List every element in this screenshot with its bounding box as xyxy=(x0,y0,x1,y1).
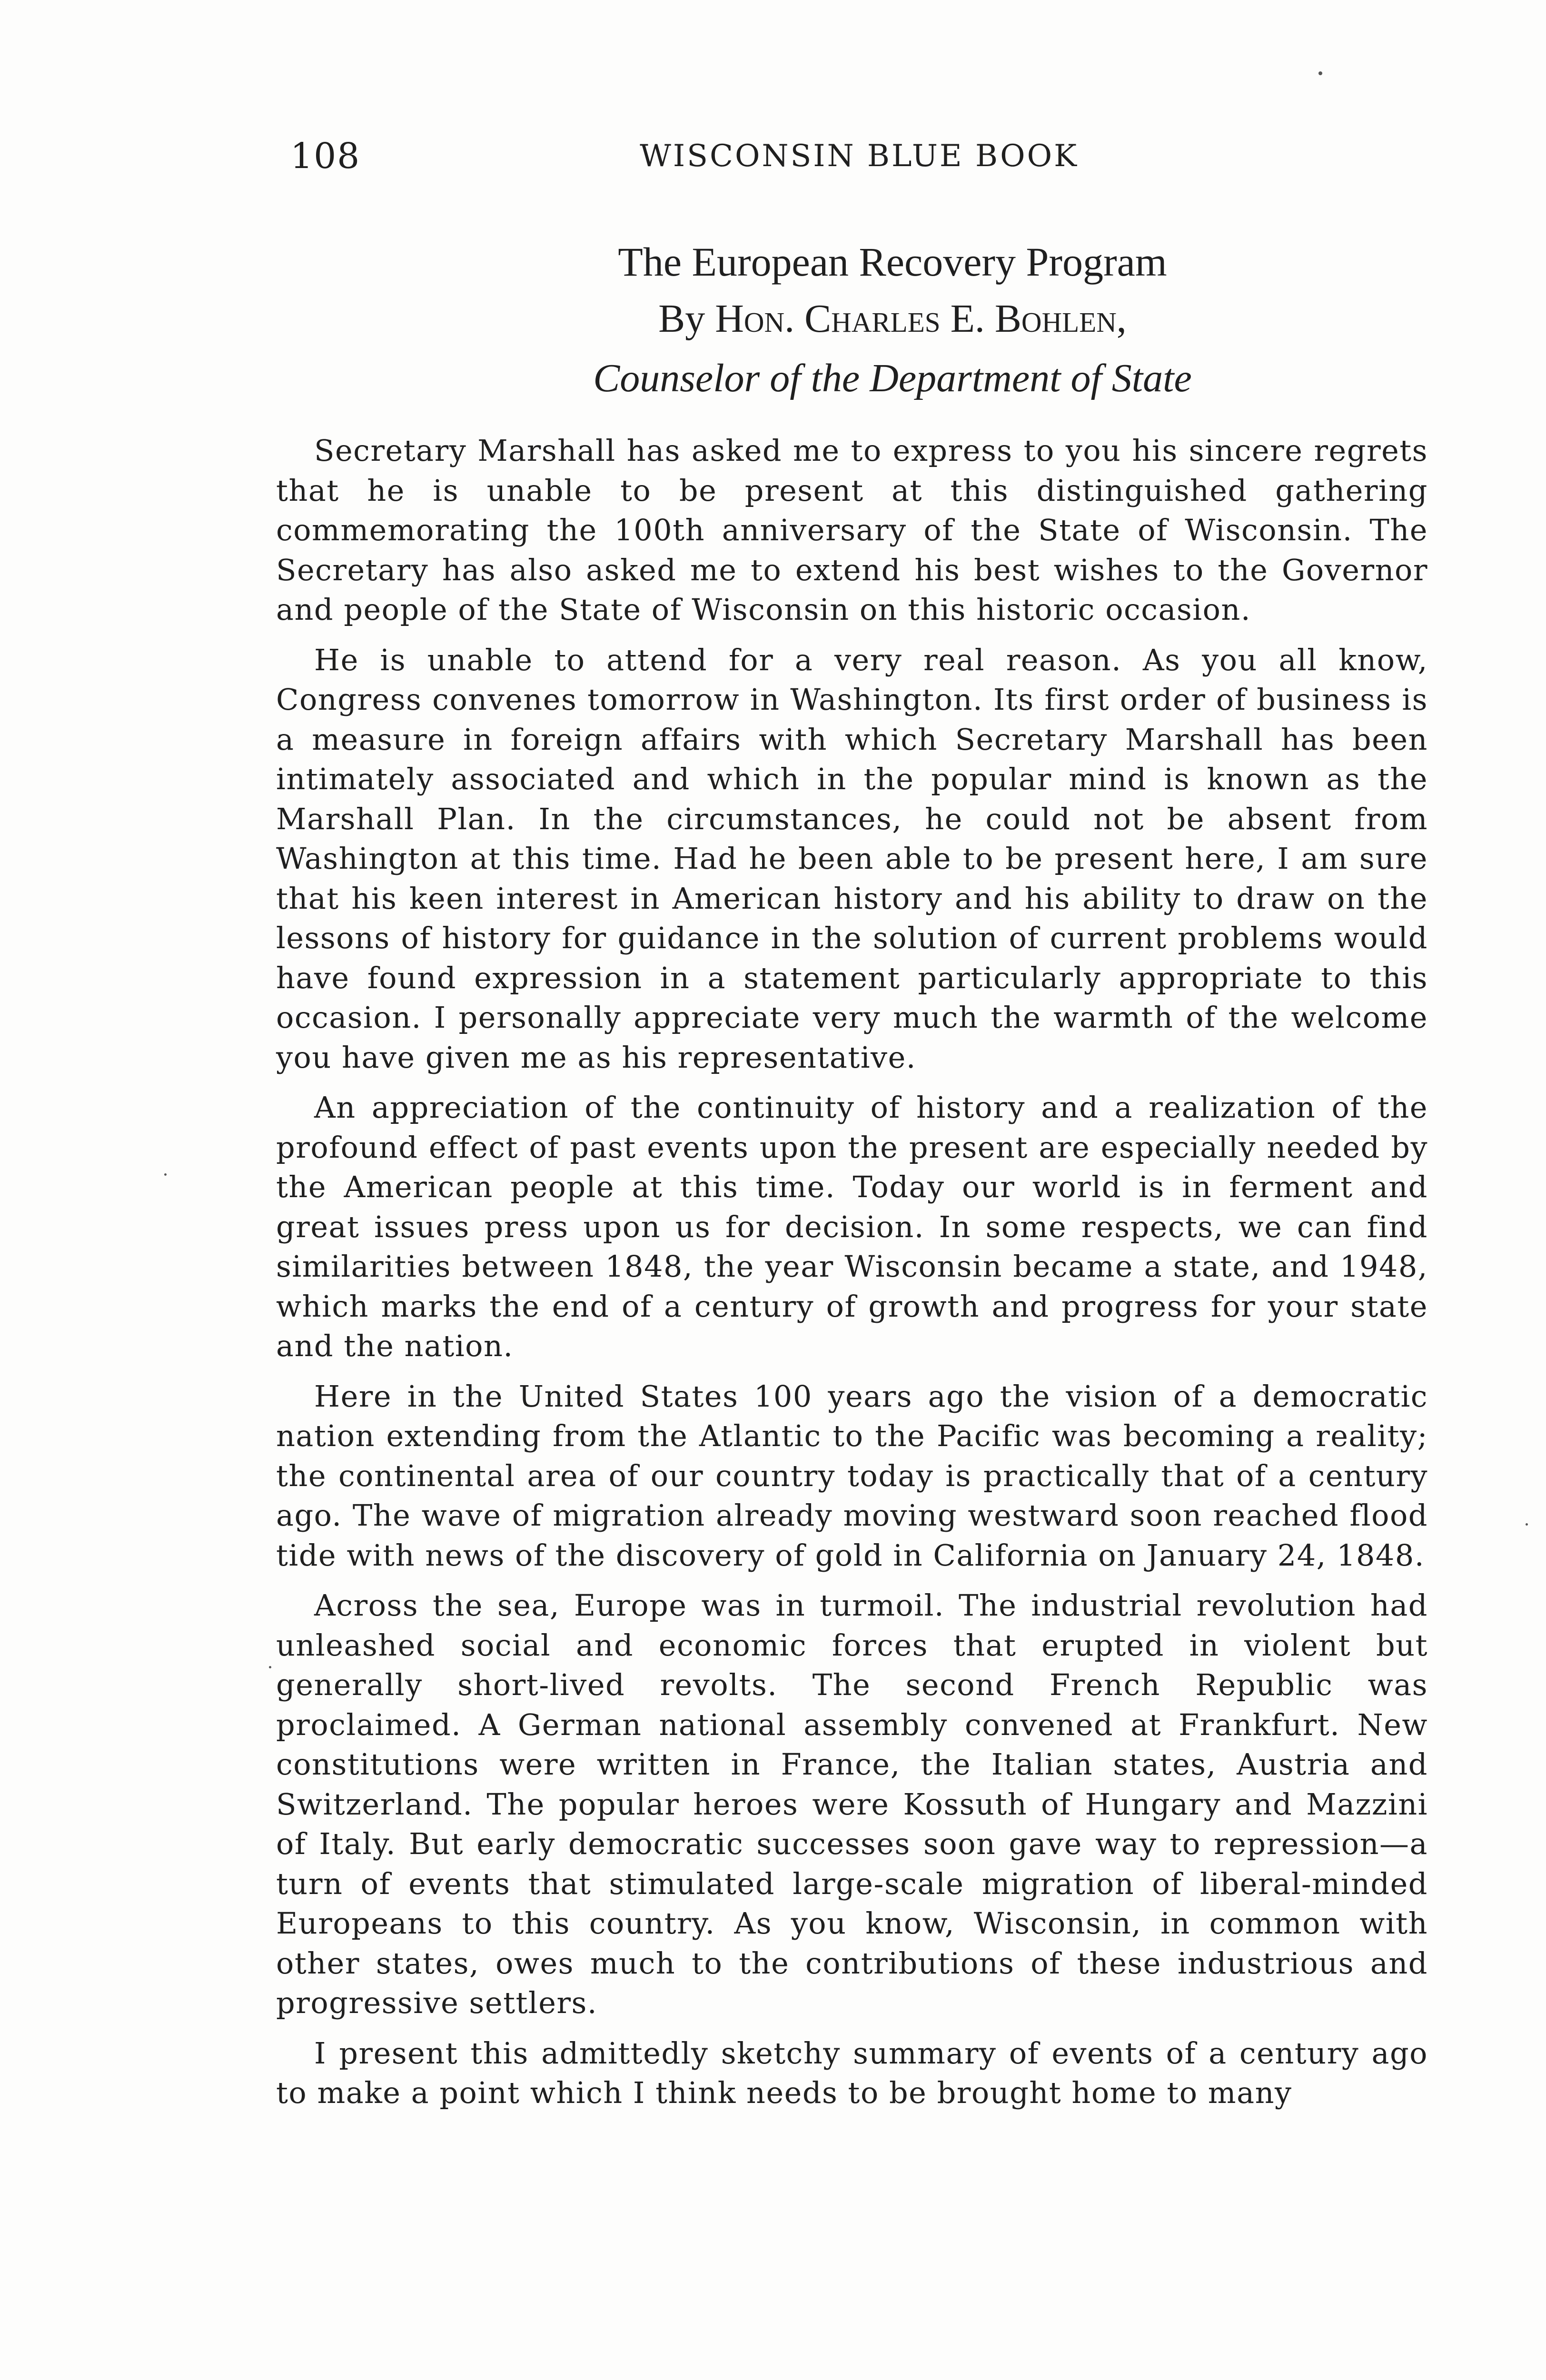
author-role: Counselor of the Department of State xyxy=(593,356,1192,400)
author-line xyxy=(290,290,1428,347)
paragraph: He is unable to attend for a very real reason. As you all know, Congress convenes tomorrow in Washington. Its first order of business is a measure in foreign affairs with which Secretary Marshall has been intimately associated and which in the popular mind is known as the Marshall Plan. In the circumstances, he could not be absent from Washington at this time. Had he been able to be present here, I am sure that his keen interest in American history and his ability to draw on the lessons of history for guidance in the solution of current problems would have found expression in a statement particularly appropriate to this occasion. I personally appreciate very much the warmth of the welcome you have given me as his representative. xyxy=(276,642,1428,1075)
scan-speck xyxy=(269,1666,271,1668)
page-number: 108 xyxy=(290,136,361,177)
article-body xyxy=(276,431,1428,2123)
author-prefix: By xyxy=(658,297,715,341)
paragraph: Here in the United States 100 years ago the vision of a democratic nation extending from the Atlantic to the Pacific was becoming a reality; the continental area of our country today is practically that of a century ago. The wave of migration already moving westward soon reached flood tide with news of the discovery of gold in California on January 24, 1848. xyxy=(276,1378,1428,1573)
article-heading xyxy=(290,233,1428,409)
running-title: WISCONSIN BLUE BOOK xyxy=(640,139,1079,174)
scan-speck xyxy=(1526,1523,1528,1526)
scan-speck xyxy=(164,1173,167,1176)
scan-speck xyxy=(1318,71,1322,75)
paragraph: I present this admittedly sketchy summary of events of a century ago to make a point which I think needs to be brought home to many xyxy=(276,2035,1428,2110)
paragraph: Secretary Marshall has asked me to express to you his sincere regrets that he is unable to be present at this distinguished gathering commemorating the 100th anniversary of the State of Wisconsin. The Secretary has also asked me to extend his best wishes to the Governor and people of the State of Wisconsin on this historic occasion. xyxy=(276,433,1428,627)
paragraph: Across the sea, Europe was in turmoil. The industrial revolution had unleashed social and economic forces that erupted in violent but generally short-lived revolts. The second French Republic was proclaimed. A German national assembly convened at Frankfurt. New constitutions were written in France, the Italian states, Austria and Switzerland. The popular heroes were Kossuth of Hungary and Mazzini of Italy. But early democratic successes soon gave way to repression—a turn of events that stimulated large-scale migration of liberal-minded Europeans to this country. As you know, Wisconsin, in common with other states, owes much to the contributions of these industrious and progressive settlers. xyxy=(276,1588,1428,2020)
paragraph: An appreciation of the continuity of history and a realization of the profound effect of past events upon the present are especially needed by the American people at this time. Today our world is in ferment and great issues press upon us for decision. In some respects, we can find similarities between 1848, the year Wisconsin became a state, and 1948, which marks the end of a century of growth and progress for your state and the nation. xyxy=(276,1090,1428,1363)
running-header xyxy=(290,136,1428,188)
article-title: The European Recovery Program xyxy=(618,239,1167,285)
author-name: Hon. Charles E. Bohlen, xyxy=(715,297,1127,341)
